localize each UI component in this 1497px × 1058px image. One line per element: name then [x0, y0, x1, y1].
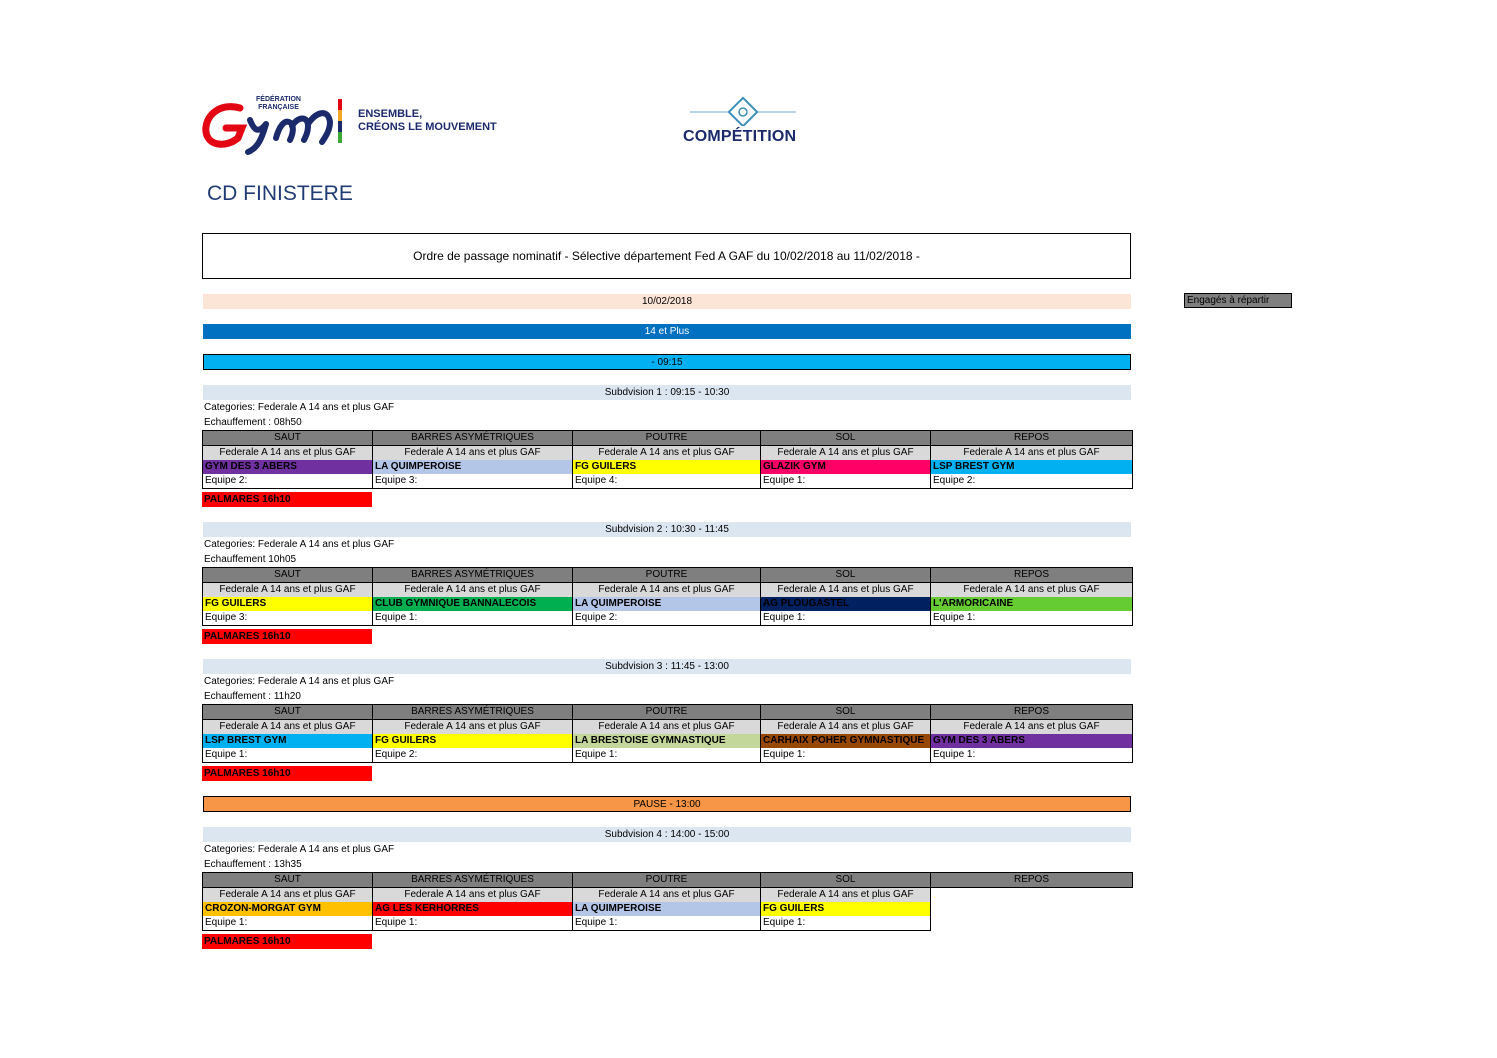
- team-row: [203, 748, 1133, 763]
- category-cell: Federale A 14 ans et plus GAF: [761, 888, 931, 903]
- subdivision-title: Subdvision 1 : 09:15 - 10:30: [203, 385, 1131, 400]
- club-cell: CLUB GYMNIQUE BANNALECOIS: [373, 597, 573, 611]
- subdivision-title: Subdvision 4 : 14:00 - 15:00: [203, 827, 1131, 842]
- club-row: [203, 597, 1133, 611]
- category-cell: Federale A 14 ans et plus GAF: [573, 720, 761, 735]
- team-cell: Equipe 1:: [761, 611, 931, 626]
- rotation-table: [202, 704, 1133, 763]
- empty-cell: [931, 888, 1133, 903]
- warmup-line: Echauffement : 11h20: [204, 691, 301, 702]
- team-cell: Equipe 1:: [203, 748, 373, 763]
- team-cell: Equipe 2:: [203, 474, 373, 489]
- category-cell: Federale A 14 ans et plus GAF: [203, 583, 373, 598]
- team-row: [203, 611, 1133, 626]
- category-cell: Federale A 14 ans et plus GAF: [373, 446, 573, 461]
- category-cell: Federale A 14 ans et plus GAF: [761, 720, 931, 735]
- club-cell: AG PLOUGASTEL: [761, 597, 931, 611]
- competition-logo-icon: [688, 96, 798, 126]
- team-cell: Equipe 2:: [373, 748, 573, 763]
- team-row: [203, 916, 1133, 931]
- warmup-line: Echauffement : 08h50: [204, 417, 302, 428]
- category-row: [203, 446, 1133, 461]
- team-cell: Equipe 1:: [573, 748, 761, 763]
- club-cell: CROZON-MORGAT GYM: [203, 902, 373, 916]
- rotation-table: [202, 567, 1133, 626]
- club-cell: GYM DES 3 ABERS: [203, 460, 373, 474]
- team-cell: Equipe 2:: [573, 611, 761, 626]
- category-cell: Federale A 14 ans et plus GAF: [931, 720, 1133, 735]
- palmares-badge: PALMARES 16h10: [202, 766, 372, 781]
- team-cell: Equipe 1:: [761, 916, 931, 931]
- column-header: SOL: [761, 568, 931, 583]
- club-cell: LSP BREST GYM: [203, 734, 373, 748]
- club-cell: AG LES KERHORRES: [373, 902, 573, 916]
- club-cell: GLAZIK GYM: [761, 460, 931, 474]
- page-title: [202, 233, 1131, 279]
- team-row: [203, 474, 1133, 489]
- header-row: [203, 568, 1133, 583]
- column-header: BARRES ASYMÉTRIQUES: [373, 705, 573, 720]
- column-header: SAUT: [203, 568, 373, 583]
- team-cell: Equipe 1:: [573, 916, 761, 931]
- column-header: BARRES ASYMÉTRIQUES: [373, 568, 573, 583]
- categories-line: Categories: Federale A 14 ans et plus GAF: [204, 676, 395, 687]
- club-cell: FG GUILERS: [761, 902, 931, 916]
- team-cell: Equipe 1:: [761, 474, 931, 489]
- club-cell: LA QUIMPEROISE: [373, 460, 573, 474]
- category-cell: Federale A 14 ans et plus GAF: [203, 720, 373, 735]
- category-cell: Federale A 14 ans et plus GAF: [931, 583, 1133, 598]
- category-cell: Federale A 14 ans et plus GAF: [373, 720, 573, 735]
- category-row: [203, 720, 1133, 735]
- category-cell: Federale A 14 ans et plus GAF: [373, 888, 573, 903]
- club-cell: FG GUILERS: [373, 734, 573, 748]
- team-cell: Equipe 1:: [761, 748, 931, 763]
- team-cell: Equipe 3:: [203, 611, 373, 626]
- column-header: SAUT: [203, 705, 373, 720]
- federation-label: FÉDÉRATION FRANÇAISE: [256, 96, 301, 111]
- team-cell: Equipe 1:: [373, 611, 573, 626]
- team-cell: Equipe 1:: [373, 916, 573, 931]
- column-header: BARRES ASYMÉTRIQUES: [373, 431, 573, 446]
- club-cell: LSP BREST GYM: [931, 460, 1133, 474]
- palmares-badge: PALMARES 16h10: [202, 934, 372, 949]
- club-cell: LA QUIMPEROISE: [573, 902, 761, 916]
- team-cell: Equipe 1:: [931, 611, 1133, 626]
- empty-cell: [931, 902, 1133, 916]
- header-row: [203, 705, 1133, 720]
- categories-line: Categories: Federale A 14 ans et plus GAF: [204, 539, 395, 550]
- column-header: SAUT: [203, 873, 373, 888]
- team-cell: Equipe 4:: [573, 474, 761, 489]
- club-row: [203, 734, 1133, 748]
- category-cell: Federale A 14 ans et plus GAF: [203, 888, 373, 903]
- header-row: [203, 873, 1133, 888]
- date-band: 10/02/2018: [203, 294, 1131, 309]
- subdivision-title: Subdvision 3 : 11:45 - 13:00: [203, 659, 1131, 674]
- pause-band: PAUSE - 13:00: [203, 796, 1131, 812]
- column-header: POUTRE: [573, 873, 761, 888]
- category-cell: Federale A 14 ans et plus GAF: [573, 888, 761, 903]
- category-cell: Federale A 14 ans et plus GAF: [573, 446, 761, 461]
- column-header: SAUT: [203, 431, 373, 446]
- column-header: POUTRE: [573, 568, 761, 583]
- logo-separator: [338, 99, 342, 143]
- team-cell: Equipe 3:: [373, 474, 573, 489]
- page-title-text: Ordre de passage nominatif - Sélective département Fed A GAF du 10/02/2018 au 11/02/2018 -: [413, 249, 920, 263]
- column-header: REPOS: [931, 873, 1133, 888]
- club-row: [203, 460, 1133, 474]
- column-header: SOL: [761, 705, 931, 720]
- warmup-line: Echauffement : 13h35: [204, 859, 302, 870]
- category-cell: Federale A 14 ans et plus GAF: [373, 583, 573, 598]
- column-header: POUTRE: [573, 705, 761, 720]
- column-header: SOL: [761, 431, 931, 446]
- palmares-badge: PALMARES 16h10: [202, 492, 372, 507]
- categories-line: Categories: Federale A 14 ans et plus GAF: [204, 402, 395, 413]
- competition-label: COMPÉTITION: [683, 128, 797, 145]
- category-cell: Federale A 14 ans et plus GAF: [931, 446, 1133, 461]
- categories-line: Categories: Federale A 14 ans et plus GAF: [204, 844, 395, 855]
- club-cell: LA QUIMPEROISE: [573, 597, 761, 611]
- club-cell: LA BRESTOISE GYMNASTIQUE: [573, 734, 761, 748]
- column-header: BARRES ASYMÉTRIQUES: [373, 873, 573, 888]
- warmup-line: Echauffement 10h05: [204, 554, 297, 565]
- cd-title: CD FINISTERE: [207, 182, 353, 205]
- team-cell: Equipe 1:: [203, 916, 373, 931]
- team-cell: Equipe 1:: [931, 748, 1133, 763]
- empty-cell: [931, 916, 1133, 931]
- column-header: REPOS: [931, 431, 1133, 446]
- column-header: POUTRE: [573, 431, 761, 446]
- club-cell: FG GUILERS: [573, 460, 761, 474]
- category-row: [203, 583, 1133, 598]
- category-cell: Federale A 14 ans et plus GAF: [761, 446, 931, 461]
- rotation-table: [202, 430, 1133, 489]
- club-cell: CARHAIX POHER GYMNASTIQUE: [761, 734, 931, 748]
- club-cell: L'ARMORICAINE: [931, 597, 1133, 611]
- category-row: [203, 888, 1133, 903]
- category-cell: Federale A 14 ans et plus GAF: [761, 583, 931, 598]
- team-cell: Equipe 2:: [931, 474, 1133, 489]
- palmares-badge: PALMARES 16h10: [202, 629, 372, 644]
- club-cell: GYM DES 3 ABERS: [931, 734, 1133, 748]
- category-cell: Federale A 14 ans et plus GAF: [203, 446, 373, 461]
- column-header: SOL: [761, 873, 931, 888]
- column-header: REPOS: [931, 568, 1133, 583]
- header-row: [203, 431, 1133, 446]
- category-cell: Federale A 14 ans et plus GAF: [573, 583, 761, 598]
- group-band: 14 et Plus: [203, 324, 1131, 339]
- rotation-table: [202, 872, 1133, 931]
- time-band: - 09:15: [203, 354, 1131, 370]
- engages-button[interactable]: Engagés à répartir: [1184, 293, 1292, 308]
- club-row: [203, 902, 1133, 916]
- logo-tagline: ENSEMBLE, CRÉONS LE MOUVEMENT: [358, 108, 497, 133]
- subdivision-title: Subdvision 2 : 10:30 - 11:45: [203, 522, 1131, 537]
- column-header: REPOS: [931, 705, 1133, 720]
- club-cell: FG GUILERS: [203, 597, 373, 611]
